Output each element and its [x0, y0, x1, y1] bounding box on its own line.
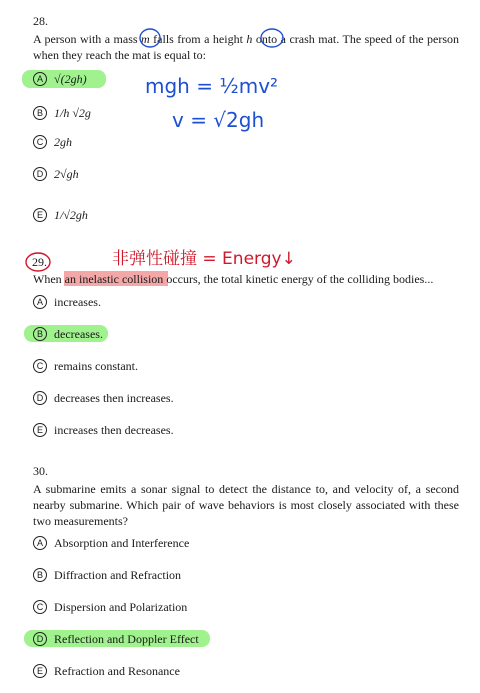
question-number-29: 29.: [32, 255, 47, 269]
option-28-d[interactable]: [33, 166, 79, 182]
option-letter: C: [33, 600, 47, 614]
option-letter: B: [33, 106, 47, 120]
option-text: √(2gh): [54, 71, 87, 86]
option-letter: C: [33, 359, 47, 373]
option-text: Diffraction and Refraction: [54, 567, 182, 582]
option-28-e[interactable]: [33, 200, 88, 230]
stem-text: occurs, the total kinetic energy of the colliding bodies...: [163, 272, 434, 286]
question-28-stem: [33, 31, 459, 63]
option-30-d[interactable]: [33, 631, 199, 647]
circle-mark-h: [259, 27, 285, 49]
option-letter: B: [33, 568, 47, 582]
question-number-30: 30.: [33, 464, 48, 478]
option-30-c[interactable]: [33, 599, 187, 615]
option-29-d[interactable]: [33, 390, 174, 406]
option-text: Reflection and Doppler Effect: [54, 631, 199, 646]
option-letter: D: [33, 391, 47, 405]
mass-symbol: m: [141, 32, 150, 46]
circle-mark-m: [138, 27, 162, 49]
handwritten-note-inelastic: 非弹性碰撞 = Energy↓: [112, 249, 296, 269]
option-text: Absorption and Interference: [54, 535, 190, 550]
option-text: Refraction and Resonance: [54, 663, 180, 678]
option-29-e[interactable]: [33, 422, 174, 438]
option-30-b[interactable]: [33, 567, 181, 583]
option-letter: A: [33, 536, 47, 550]
stem-text: When an: [33, 272, 79, 286]
option-text: 1/√2gh: [54, 207, 88, 222]
option-text: Dispersion and Polarization: [54, 599, 188, 614]
stem-text: onto a crash mat. The speed of the person when they reach the mat is equal to:: [33, 32, 460, 62]
option-letter: A: [33, 295, 47, 309]
option-letter: D: [33, 167, 47, 181]
option-28-c[interactable]: [33, 134, 72, 150]
question-30-stem: A submarine emits a sonar signal to detect the distance to, and velocity of, a second nearby submarine. Which pair of wave behaviors is most closely associated with these two measurements?: [33, 482, 459, 528]
question-number-28: 28.: [33, 14, 48, 28]
option-29-b[interactable]: [33, 326, 103, 342]
option-28-b[interactable]: [33, 100, 91, 126]
stem-highlighted-term: inelastic collision: [78, 272, 164, 286]
option-text: 1/h √2g: [54, 105, 91, 120]
option-text: 2√gh: [54, 166, 79, 181]
option-text: increases then decreases.: [54, 422, 174, 437]
stem-text: falls from a height: [149, 32, 247, 46]
option-letter: B: [33, 327, 47, 341]
stem-text: A person with a mass: [33, 32, 142, 46]
option-letter: E: [33, 423, 47, 437]
option-letter: D: [33, 632, 47, 646]
question-29-stem: [33, 271, 463, 287]
handwritten-note-velocity: v = √2gh: [172, 108, 265, 132]
option-text: decreases then increases.: [54, 390, 174, 405]
option-text: remains constant.: [54, 358, 138, 373]
option-text: increases.: [54, 294, 101, 309]
option-29-a[interactable]: [33, 294, 101, 310]
option-28-a[interactable]: [33, 71, 87, 87]
height-symbol: h: [246, 32, 253, 46]
option-29-c[interactable]: [33, 358, 138, 374]
option-30-e[interactable]: [33, 663, 180, 679]
handwritten-note-energy: mgh = ½mv²: [145, 74, 279, 98]
option-letter: E: [33, 208, 47, 222]
option-text: 2gh: [54, 134, 72, 149]
option-30-a[interactable]: [33, 535, 189, 551]
option-text: decreases.: [54, 326, 103, 341]
option-letter: C: [33, 135, 47, 149]
option-letter: A: [33, 72, 47, 86]
option-letter: E: [33, 664, 47, 678]
